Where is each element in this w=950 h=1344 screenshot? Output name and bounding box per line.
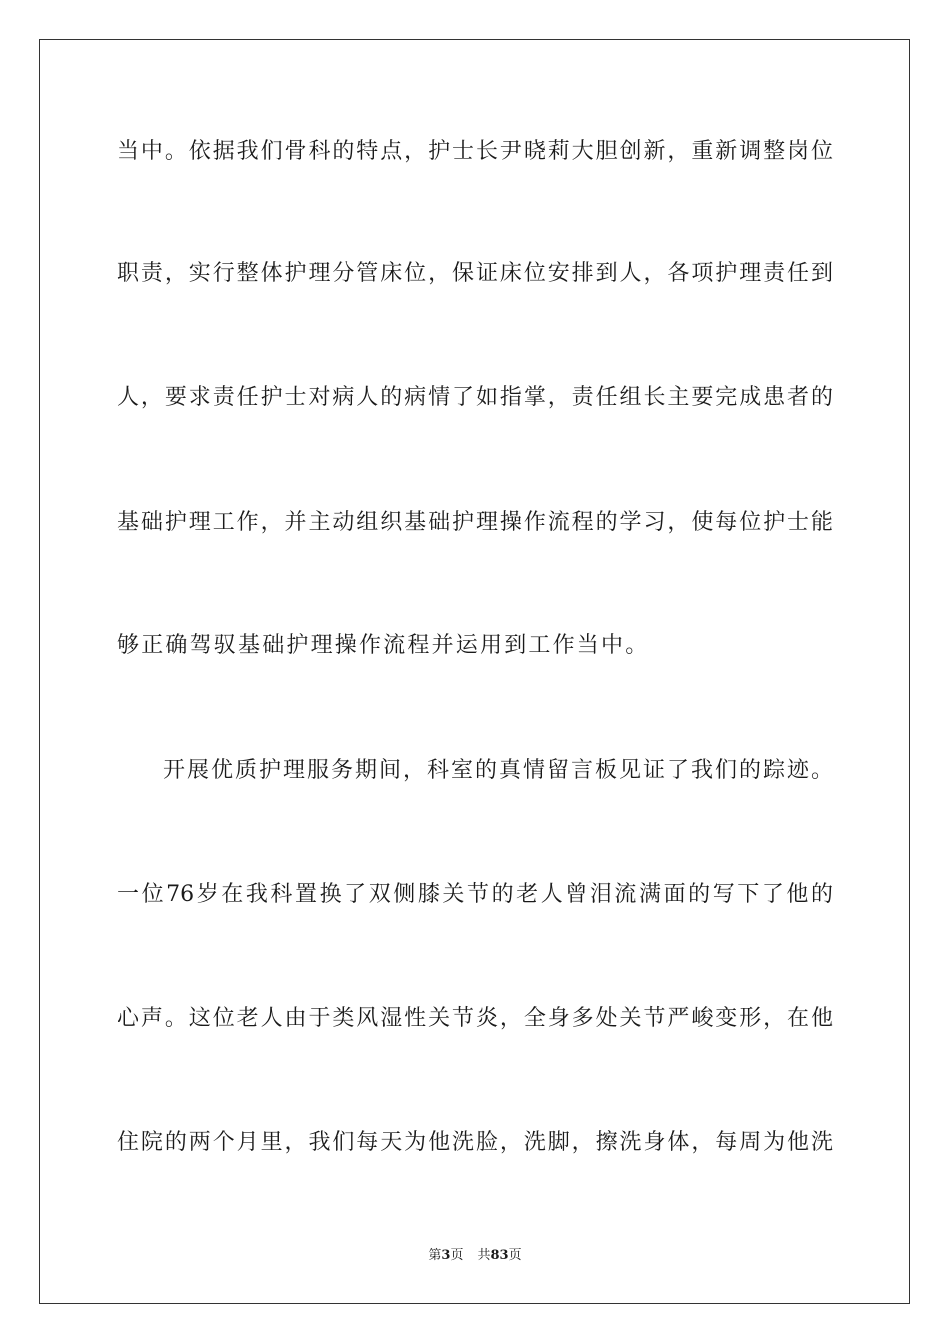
text-line-7: 一位76岁在我科置换了双侧膝关节的老人曾泪流满面的写下了他的 — [117, 882, 833, 907]
page-label-suffix: 页 — [450, 1248, 464, 1263]
text-line-3: 人，要求责任护士对病人的病情了如指掌，责任组长主要完成患者的 — [117, 385, 833, 410]
text-line-4: 基础护理工作，并主动组织基础护理操作流程的学习，使每位护士能 — [117, 510, 833, 535]
current-page-number: 3 — [441, 1248, 451, 1263]
text-line-9: 住院的两个月里，我们每天为他洗脸，洗脚，擦洗身体，每周为他洗 — [117, 1130, 833, 1155]
page-label-prefix: 第 — [428, 1248, 442, 1263]
page-border — [39, 39, 910, 1304]
text-line-8: 心声。这位老人由于类风湿性关节炎，全身多处关节严峻变形，在他 — [117, 1006, 833, 1031]
page-footer — [0, 1247, 950, 1265]
text-line-5: 够正确驾驭基础护理操作流程并运用到工作当中。 — [117, 633, 650, 658]
text-line-1: 当中。依据我们骨科的特点，护士长尹晓莉大胆创新，重新调整岗位 — [117, 139, 833, 164]
text-line-2: 职责，实行整体护理分管床位，保证床位安排到人，各项护理责任到 — [117, 261, 833, 286]
paragraph-start-line: 开展优质护理服务期间，科室的真情留言板见证了我们的踪迹。 — [163, 758, 833, 783]
total-label-suffix: 页 — [508, 1248, 522, 1263]
total-page-count: 83 — [490, 1248, 509, 1263]
total-label-prefix: 共 — [477, 1248, 491, 1263]
